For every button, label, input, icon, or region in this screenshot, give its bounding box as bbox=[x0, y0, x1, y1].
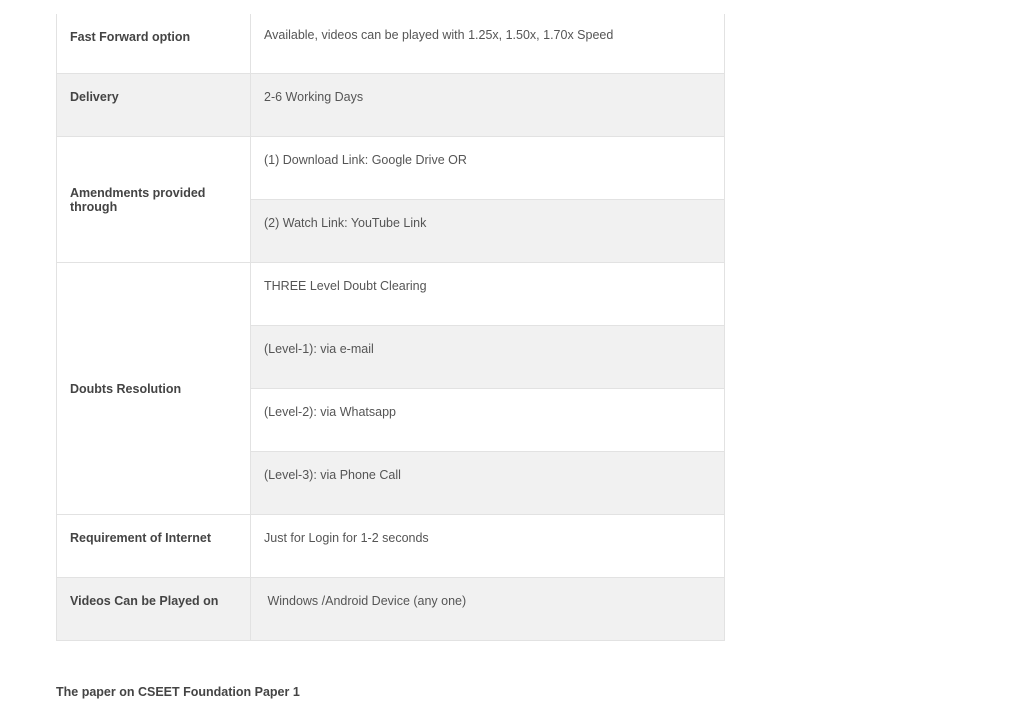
row-label: Amendments provided through bbox=[70, 185, 206, 214]
course-details-table bbox=[56, 14, 725, 641]
row-label-cell bbox=[57, 74, 251, 137]
row-value: (2) Watch Link: YouTube Link bbox=[264, 216, 427, 230]
table-row bbox=[57, 74, 725, 137]
row-value: THREE Level Doubt Clearing bbox=[264, 279, 427, 293]
row-label-cell bbox=[57, 14, 251, 74]
row-value-cell bbox=[251, 452, 725, 515]
table-row bbox=[57, 263, 725, 326]
table-row bbox=[57, 515, 725, 578]
table-row bbox=[57, 14, 725, 74]
row-label-cell bbox=[57, 515, 251, 578]
row-value-cell bbox=[251, 389, 725, 452]
row-value-cell bbox=[251, 137, 725, 200]
row-value: (Level-3): via Phone Call bbox=[264, 468, 401, 482]
row-value-cell bbox=[251, 74, 725, 137]
row-label-cell bbox=[57, 137, 251, 263]
row-value-cell bbox=[251, 14, 725, 74]
row-value: (Level-1): via e-mail bbox=[264, 342, 374, 356]
row-value-cell bbox=[251, 515, 725, 578]
row-value-cell bbox=[251, 200, 725, 263]
row-label: Requirement of Internet bbox=[70, 531, 211, 545]
row-label-cell bbox=[57, 263, 251, 515]
row-label: Videos Can be Played on bbox=[70, 594, 219, 608]
row-label: Fast Forward option bbox=[70, 30, 191, 44]
row-label: Doubts Resolution bbox=[70, 381, 182, 396]
row-value: Windows /Android Device (any one) bbox=[264, 594, 467, 608]
section-heading: The paper on CSEET Foundation Paper 1 bbox=[56, 685, 300, 699]
row-value-cell bbox=[251, 326, 725, 389]
course-details-table-wrapper bbox=[56, 14, 724, 641]
row-value: 2-6 Working Days bbox=[264, 90, 364, 104]
row-value-cell bbox=[251, 263, 725, 326]
row-value: (1) Download Link: Google Drive OR bbox=[264, 153, 467, 167]
row-value-cell bbox=[251, 578, 725, 641]
table-row bbox=[57, 578, 725, 641]
row-value: (Level-2): via Whatsapp bbox=[264, 405, 397, 419]
row-label: Delivery bbox=[70, 90, 119, 104]
row-value: Available, videos can be played with 1.25x, 1.50x, 1.70x Speed bbox=[264, 28, 614, 42]
row-label-cell bbox=[57, 578, 251, 641]
table-row bbox=[57, 137, 725, 200]
row-value: Just for Login for 1-2 seconds bbox=[264, 531, 429, 545]
